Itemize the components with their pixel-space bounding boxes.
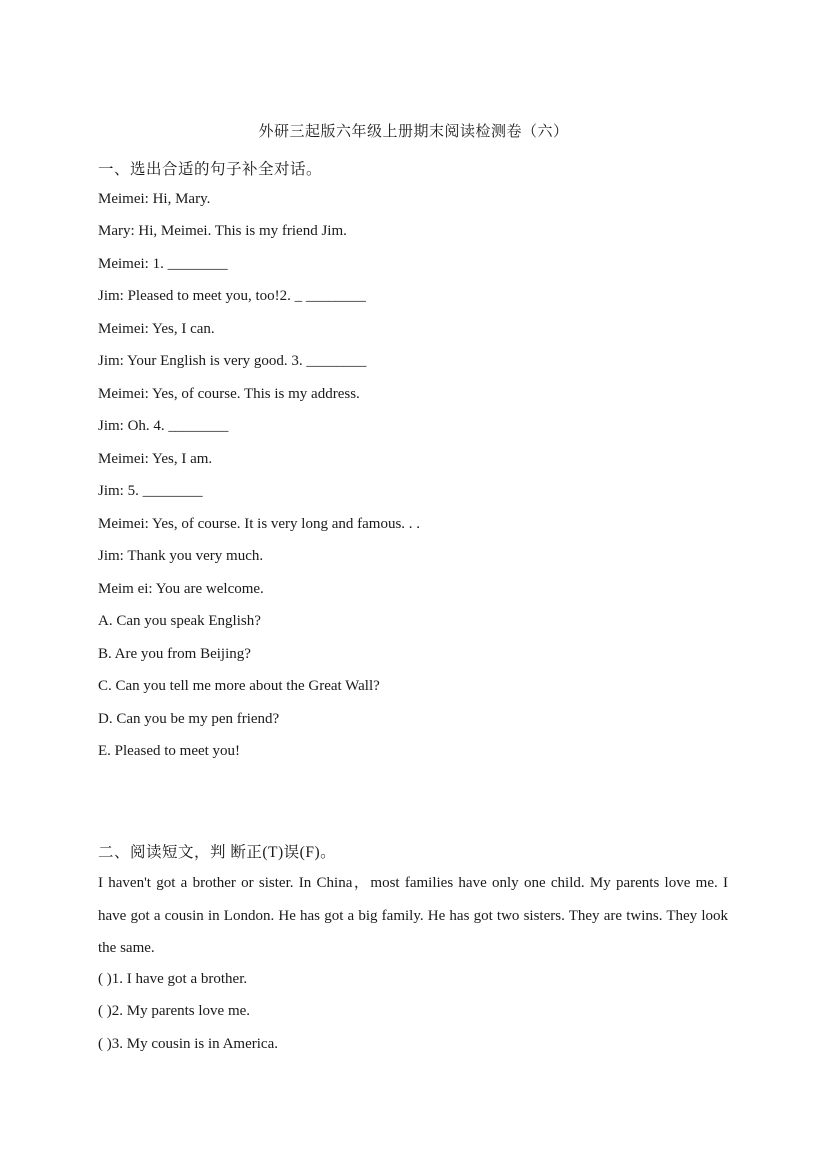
dialogue-line: Meim ei: You are welcome. xyxy=(98,581,264,597)
judgement-question: ( )2. My parents love me. xyxy=(98,1003,251,1019)
dialogue-line: Jim: Oh. 4. ________ xyxy=(98,418,229,434)
page-title: 外研三起版六年级上册期末阅读检测卷（六） xyxy=(258,124,569,140)
option-item: E. Pleased to meet you! xyxy=(98,743,241,759)
judgement-question: ( )3. My cousin is in America. xyxy=(98,1036,278,1052)
dialogue-line: Meimei: Yes, of course. It is very long and famous. . . xyxy=(98,516,421,532)
dialogue-line: Jim: 5. ________ xyxy=(98,483,203,499)
dialogue-line: Meimei: Yes, of course. This is my address. xyxy=(98,386,360,402)
dialogue-line: Meimei: Yes, I am. xyxy=(98,451,213,467)
dialogue-line: Jim: Pleased to meet you, too!2. _ ________ xyxy=(98,288,366,304)
dialogue-line: Jim: Your English is very good. 3. ________ xyxy=(98,353,367,369)
section2-heading: 二、阅读短文，判 断正(T)误(F)。 xyxy=(98,844,337,861)
option-item: C. Can you tell me more about the Great Wall? xyxy=(98,678,380,694)
section1-heading: 一、选出合适的句子补全对话。 xyxy=(98,161,323,178)
option-item: D. Can you be my pen friend? xyxy=(98,711,280,727)
reading-passage: I haven't got a brother or sister. In China，most families have only one child. My parents love me. I have got a cousin in London. He has got a big family. He has got two sisters. They are twins. They look the same. xyxy=(98,875,728,956)
option-item: A. Can you speak English? xyxy=(98,613,261,629)
judgement-question: ( )1. I have got a brother. xyxy=(98,971,248,987)
dialogue-line: Jim: Thank you very much. xyxy=(98,548,264,564)
option-item: B. Are you from Beijing? xyxy=(98,646,251,662)
dialogue-line: Meimei: Yes, I can. xyxy=(98,321,215,337)
dialogue-line: Meimei: Hi, Mary. xyxy=(98,191,211,207)
dialogue-line: Meimei: 1. ________ xyxy=(98,256,228,272)
dialogue-line: Mary: Hi, Meimei. This is my friend Jim. xyxy=(98,223,347,239)
